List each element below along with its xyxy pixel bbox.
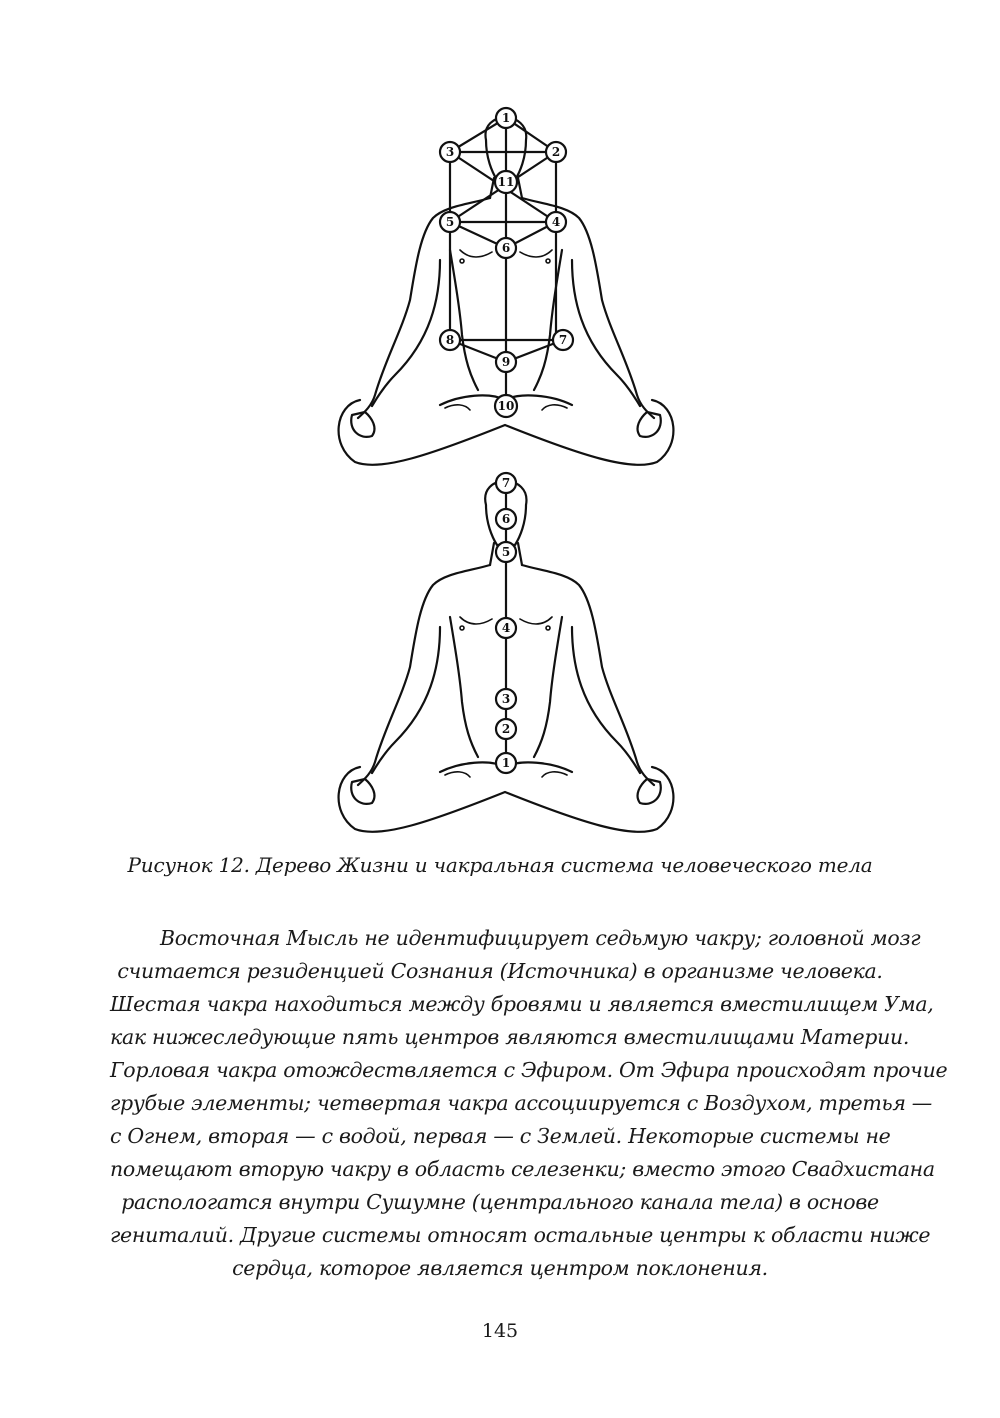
paragraph-line: как нижеследующие пять центров являются вместилищами Материи.	[110, 1025, 910, 1049]
chakra-node-5	[496, 542, 516, 562]
paragraph-line: считается резиденцией Сознания (Источника) в организме человека.	[117, 959, 883, 983]
chakra-node-6	[496, 509, 516, 529]
sephira-node-7	[553, 330, 573, 350]
paragraph-line: Шестая чакра находиться между бровями и является вместилищем Ума,	[110, 992, 934, 1016]
paragraph-line: распологатся внутри Сушумне (центрального канала тела) в основе	[121, 1190, 879, 1214]
chakra-node-7	[496, 473, 516, 493]
sephira-node-6	[496, 238, 516, 258]
chakra-node-2	[496, 719, 516, 739]
sephira-node-2	[546, 142, 566, 162]
page-number: 145	[481, 1320, 519, 1342]
paragraph-line: грубые элементы; четвертая чакра ассоциируется с Воздухом, третья —	[110, 1091, 933, 1115]
tree-of-life-drawing	[0, 100, 1000, 480]
svg-text:3: 3	[445, 145, 455, 159]
figure-caption: Рисунок 12. Дерево Жизни и чакральная система человеческого тела	[127, 853, 873, 877]
body-paragraph	[110, 922, 948, 1285]
chakra-node-4	[496, 618, 516, 638]
svg-text:6: 6	[501, 512, 511, 526]
svg-text:3: 3	[501, 692, 511, 706]
svg-text:2: 2	[551, 145, 561, 159]
svg-text:1: 1	[501, 756, 511, 770]
chakra-node-1	[496, 753, 516, 773]
sephira-node-9	[496, 352, 516, 372]
svg-text:4: 4	[551, 215, 561, 229]
sephira-node-3	[440, 142, 460, 162]
svg-text:2: 2	[501, 722, 511, 736]
svg-text:9: 9	[501, 355, 511, 369]
paragraph-line: Горловая чакра отождествляется с Эфиром. От Эфира происходят прочие	[110, 1058, 948, 1082]
svg-text:8: 8	[445, 333, 455, 347]
svg-text:5: 5	[445, 215, 455, 229]
tree-of-life-figure	[0, 100, 1000, 480]
chakra-node-3	[496, 689, 516, 709]
sephira-node-10	[495, 395, 517, 417]
svg-text:10: 10	[497, 399, 515, 413]
svg-text:4: 4	[501, 621, 511, 635]
paragraph-line: помещают вторую чакру в область селезенки; вместо этого Свадхистана	[110, 1157, 935, 1181]
svg-text:6: 6	[501, 241, 511, 255]
chakra-system-drawing	[0, 465, 1000, 865]
paragraph-line: Восточная Мысль не идентифицирует седьмую чакру; головной мозг	[160, 926, 921, 950]
svg-text:7: 7	[501, 476, 511, 490]
sephira-node-4	[546, 212, 566, 232]
chakra-system-figure	[0, 465, 1000, 865]
paragraph-line: с Огнем, вторая — с водой, первая — с Землей. Некоторые системы не	[110, 1124, 891, 1148]
svg-text:1: 1	[501, 111, 511, 125]
svg-text:7: 7	[558, 333, 568, 347]
paragraph-line: гениталий. Другие системы относят остальные центры к области ниже	[110, 1223, 931, 1247]
sephira-node-8	[440, 330, 460, 350]
sephira-node-5	[440, 212, 460, 232]
svg-text:11: 11	[497, 175, 515, 189]
sephira-node-11	[495, 171, 517, 193]
svg-text:5: 5	[501, 545, 511, 559]
paragraph-line: сердца, которое является центром поклонения.	[232, 1256, 768, 1280]
sephira-node-1	[496, 108, 516, 128]
